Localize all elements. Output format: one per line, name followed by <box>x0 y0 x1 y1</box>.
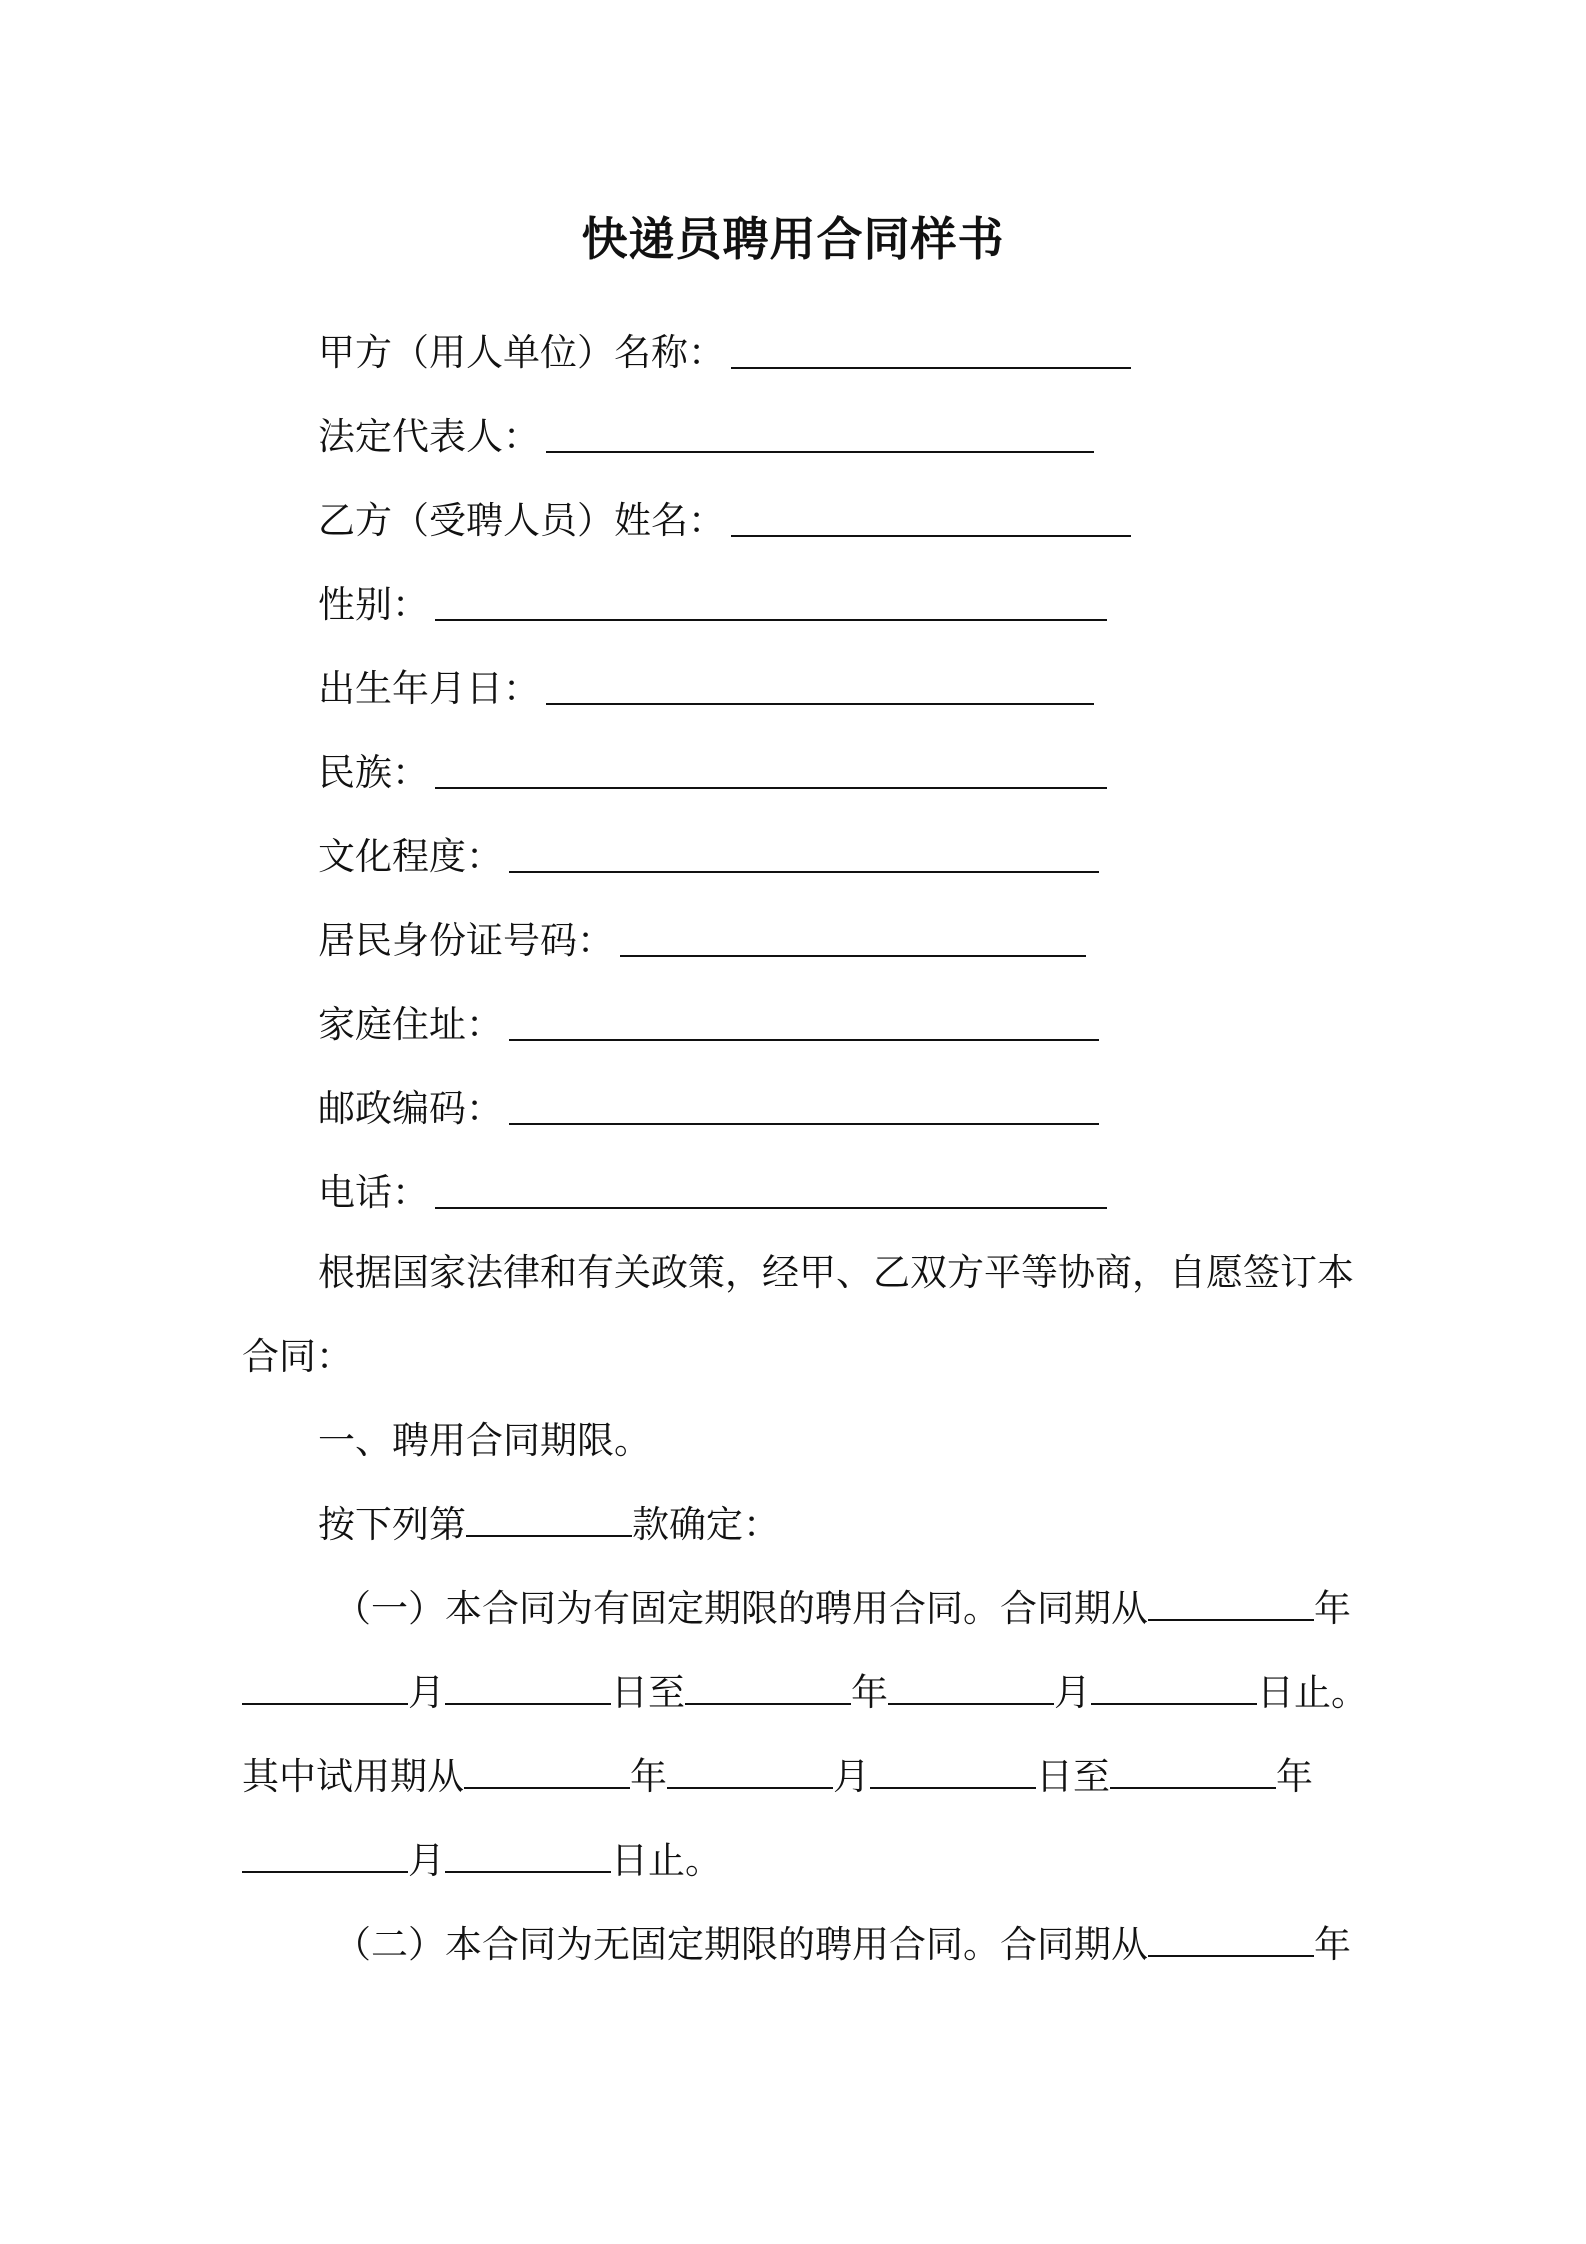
year-label: 年 <box>1314 1587 1351 1630</box>
choose-prefix: 按下列第 <box>318 1503 466 1546</box>
field-label: 甲方（用人单位）名称： <box>318 331 725 374</box>
month-label: 月 <box>1054 1671 1091 1714</box>
ethnicity-blank[interactable] <box>435 761 1107 789</box>
home-address-blank[interactable] <box>509 1013 1099 1041</box>
end-month-blank[interactable] <box>888 1677 1054 1705</box>
party-a-name-blank[interactable] <box>731 341 1131 369</box>
year-label: 年 <box>630 1755 667 1798</box>
month-label: 月 <box>833 1755 870 1798</box>
intro-line-2: 合同： <box>242 1335 353 1378</box>
phone-blank[interactable] <box>435 1181 1107 1209</box>
field-postal-code <box>318 1088 1099 1131</box>
year-label: 年 <box>851 1671 888 1714</box>
probation-end-day-blank[interactable] <box>445 1845 611 1873</box>
field-ethnicity <box>318 752 1107 795</box>
day-to-label: 日至 <box>611 1671 685 1714</box>
field-label: 乙方（受聘人员）姓名： <box>318 499 725 542</box>
field-label: 性别： <box>318 583 429 626</box>
field-label: 居民身份证号码： <box>318 919 614 962</box>
start-month-blank[interactable] <box>242 1677 408 1705</box>
probation-start-month-blank[interactable] <box>667 1761 833 1789</box>
probation-start-day-blank[interactable] <box>870 1761 1036 1789</box>
gender-blank[interactable] <box>435 593 1107 621</box>
field-id-number <box>318 920 1086 963</box>
clause-1-line-1 <box>334 1588 1351 1631</box>
field-label: 邮政编码： <box>318 1087 503 1130</box>
start-year-blank[interactable] <box>1148 1593 1314 1621</box>
postal-code-blank[interactable] <box>509 1097 1099 1125</box>
month-label: 月 <box>408 1671 445 1714</box>
field-gender <box>318 584 1107 627</box>
clause-1-text: （一）本合同为有固定期限的聘用合同。合同期从 <box>334 1587 1148 1630</box>
id-number-blank[interactable] <box>620 929 1086 957</box>
field-label: 电话： <box>318 1171 429 1214</box>
field-label: 文化程度： <box>318 835 503 878</box>
field-home-address <box>318 1004 1099 1047</box>
clause-number-blank[interactable] <box>466 1509 632 1537</box>
day-to-label: 日至 <box>1036 1755 1110 1798</box>
education-blank[interactable] <box>509 845 1099 873</box>
field-birth-date <box>318 668 1094 711</box>
field-label: 民族： <box>318 751 429 794</box>
clause-2-start-year-blank[interactable] <box>1148 1929 1314 1957</box>
clause-1-line-4 <box>242 1840 722 1883</box>
clause-2-line-1 <box>334 1924 1351 1967</box>
legal-representative-blank[interactable] <box>546 425 1094 453</box>
probation-label: 其中试用期从 <box>242 1755 464 1798</box>
field-party-a-name <box>318 332 1131 375</box>
field-legal-representative <box>318 416 1094 459</box>
end-year-blank[interactable] <box>685 1677 851 1705</box>
end-day-blank[interactable] <box>1091 1677 1257 1705</box>
field-label: 家庭住址： <box>318 1003 503 1046</box>
field-label: 法定代表人： <box>318 415 540 458</box>
field-education <box>318 836 1099 879</box>
clause-1-line-3 <box>242 1756 1313 1799</box>
year-label: 年 <box>1276 1755 1313 1798</box>
month-label: 月 <box>408 1839 445 1882</box>
probation-end-year-blank[interactable] <box>1110 1761 1276 1789</box>
day-end-label: 日止。 <box>1257 1671 1368 1714</box>
intro-line-1: 根据国家法律和有关政策，经甲、乙双方平等协商，自愿签订本 <box>318 1251 1354 1294</box>
day-end-label: 日止。 <box>611 1839 722 1882</box>
section-1-choose <box>318 1504 780 1547</box>
year-label: 年 <box>1314 1923 1351 1966</box>
section-1-heading: 一、聘用合同期限。 <box>318 1419 651 1462</box>
field-phone <box>318 1172 1107 1215</box>
field-label: 出生年月日： <box>318 667 540 710</box>
probation-start-year-blank[interactable] <box>464 1761 630 1789</box>
clause-1-line-2 <box>242 1672 1368 1715</box>
start-day-blank[interactable] <box>445 1677 611 1705</box>
choose-suffix: 款确定： <box>632 1503 780 1546</box>
document-title: 快递员聘用合同样书 <box>581 212 1005 266</box>
probation-end-month-blank[interactable] <box>242 1845 408 1873</box>
field-party-b-name <box>318 500 1131 543</box>
clause-2-text: （二）本合同为无固定期限的聘用合同。合同期从 <box>334 1923 1148 1966</box>
party-b-name-blank[interactable] <box>731 509 1131 537</box>
birth-date-blank[interactable] <box>546 677 1094 705</box>
